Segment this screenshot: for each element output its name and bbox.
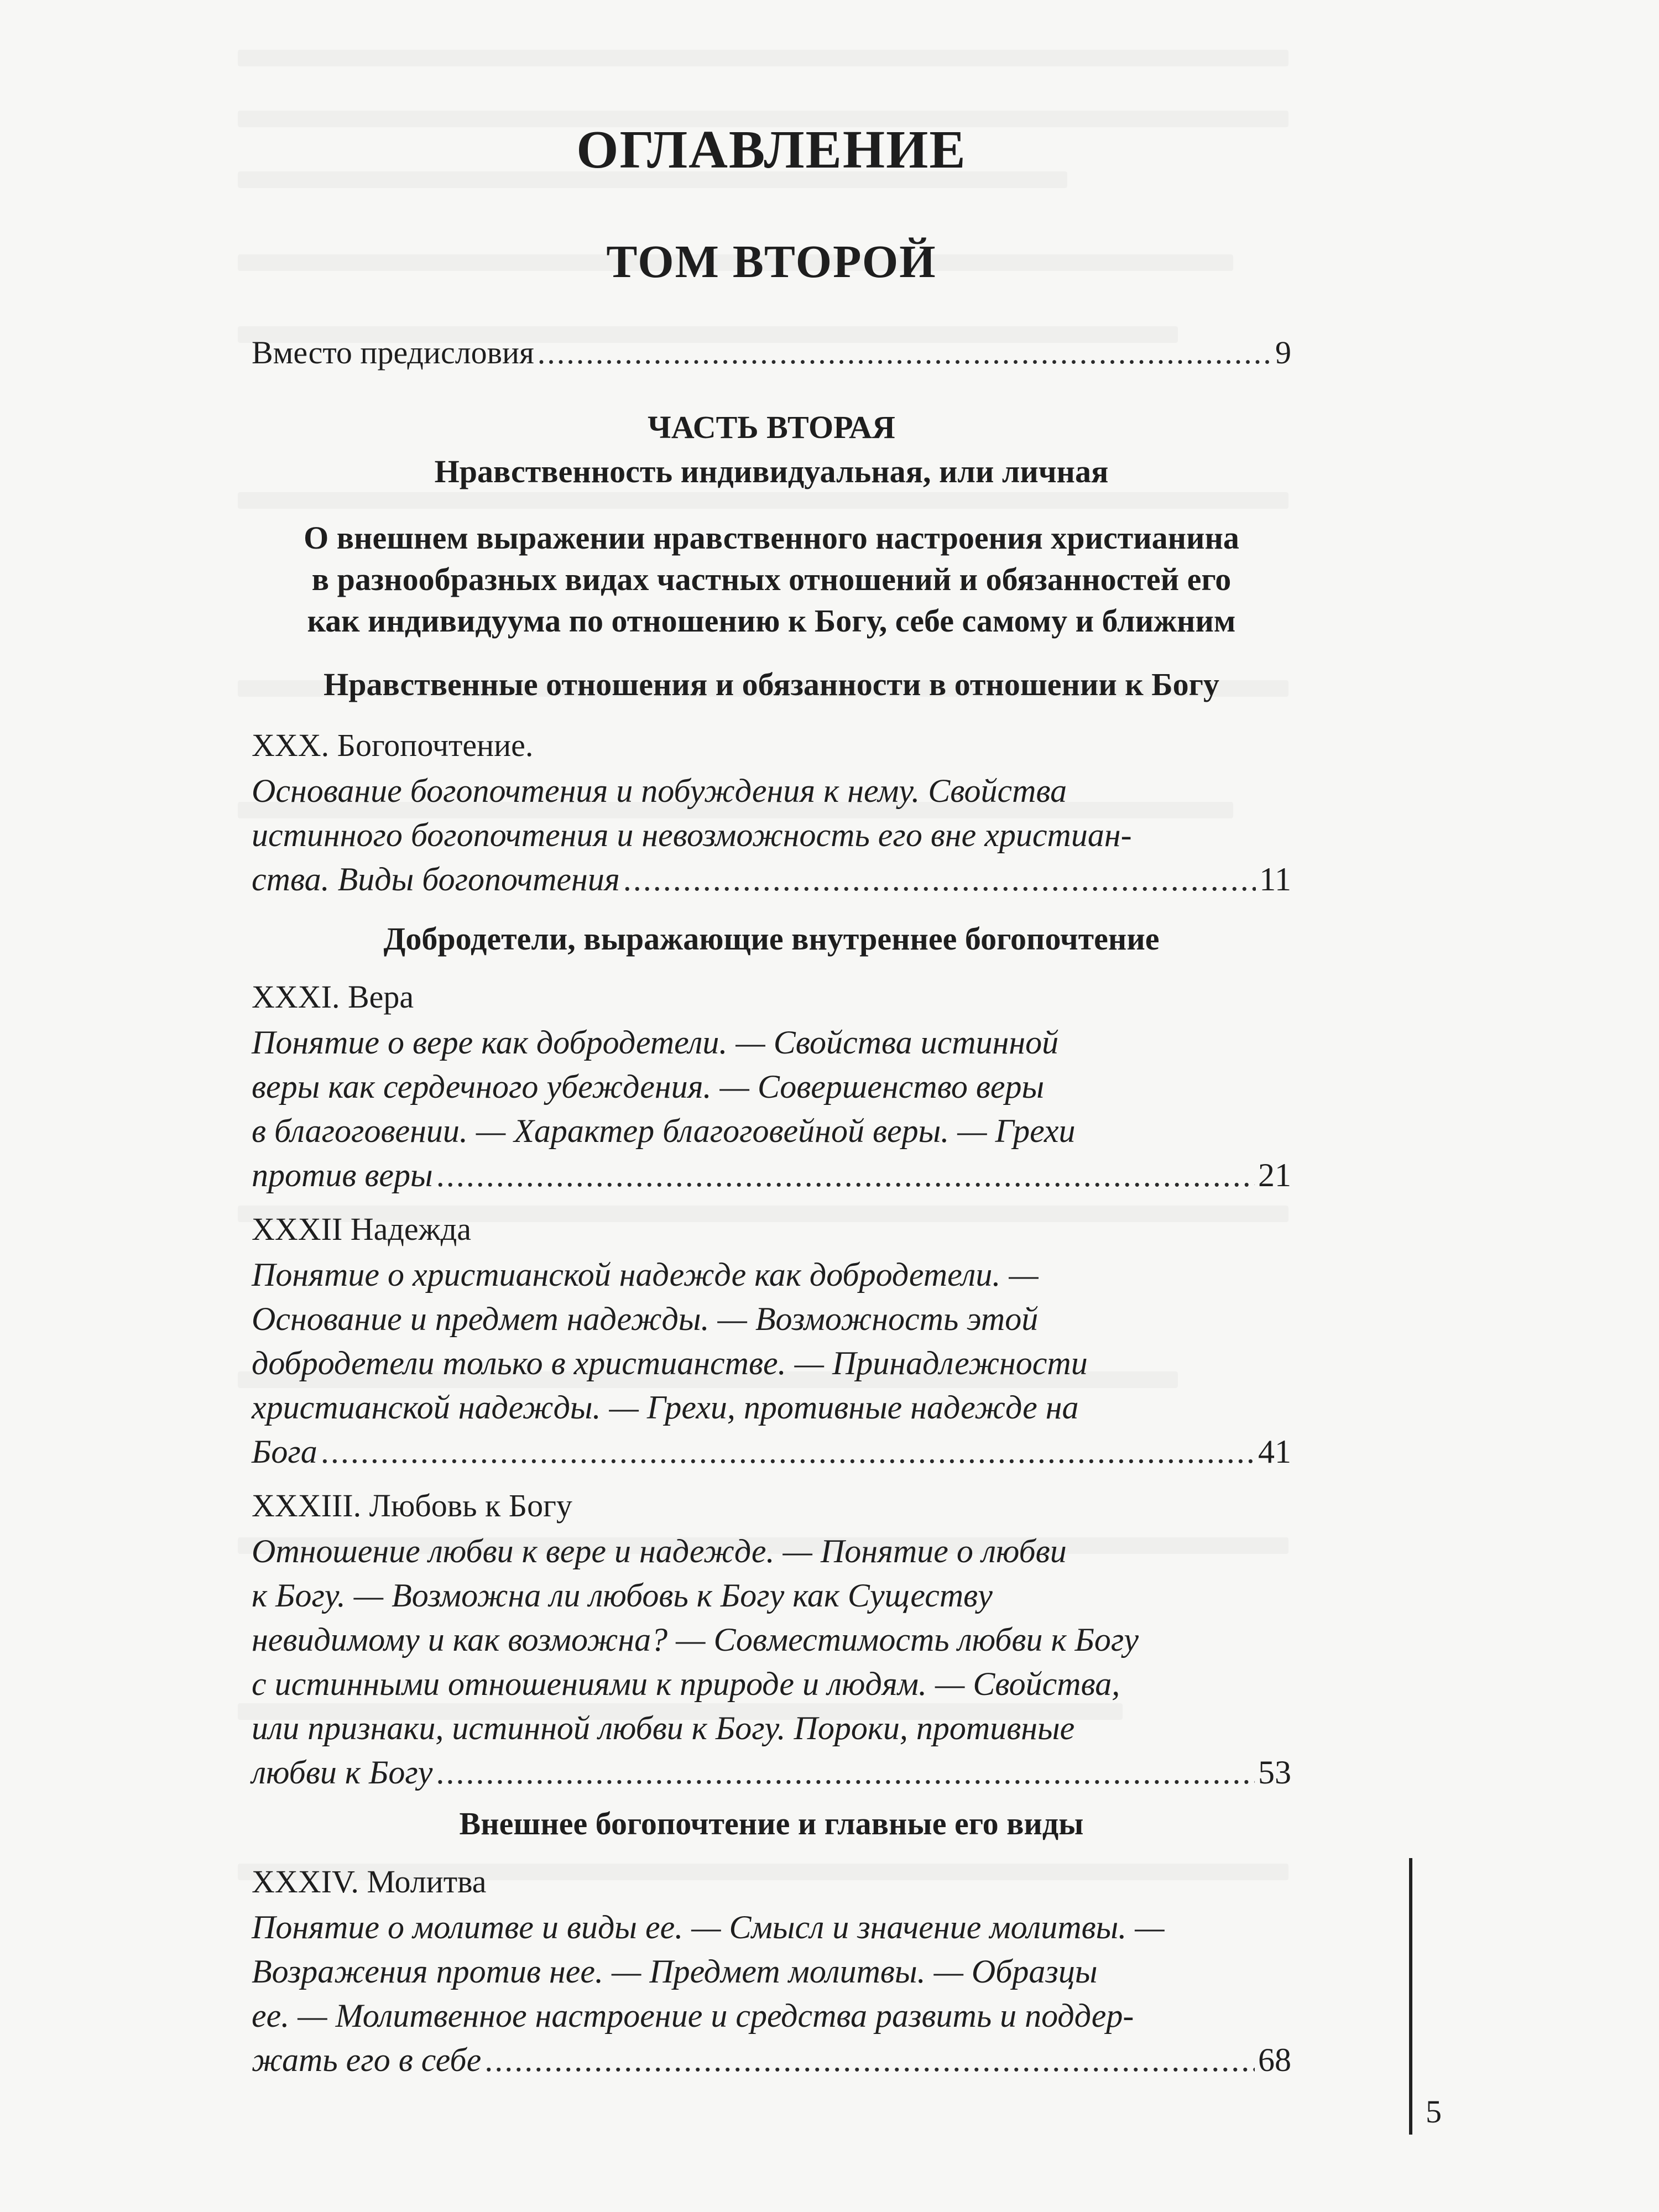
desc-line: против веры [252,1157,433,1193]
desc-line: Основание богопочтения и побуждения к нему. Свойства [252,773,1067,809]
desc-line: Понятие о вере как добродетели. — Свойства истинной [252,1024,1059,1061]
chapter-title[interactable]: XXXII Надежда [252,1211,471,1247]
subsection-heading: Нравственные отношения и обязанности в отношении к Богу [324,666,1219,702]
entry-page: 53 [1258,1754,1291,1791]
page-number: 5 [1426,2094,1442,2130]
subsection-heading: Добродетели, выражающие внутреннее богопочтение [383,921,1160,957]
desc-line: жать его в себе [252,2042,482,2078]
dot-leader [436,1750,1255,1794]
toc-entry-leader [252,1430,1291,1474]
entry-page: 21 [1258,1157,1291,1193]
section-heading-line: О внешнем выражении нравственного настроения христианина [304,520,1239,556]
entry-page: 41 [1258,1433,1291,1470]
toc-entry-leader [252,1153,1291,1197]
chapter-title[interactable]: XXXIV. Молитва [252,1864,487,1900]
chapter-description [252,1529,1291,1794]
dot-leader [538,332,1272,374]
toc-title: ОГЛАВЛЕНИЕ [576,120,967,180]
desc-line: Отношение любви к вере и надежде. — Понятие о любви [252,1533,1067,1569]
dot-leader [484,2038,1255,2082]
page-number-rule [1409,1858,1412,2135]
toc-entry-preface[interactable] [252,332,1291,374]
desc-line: Понятие о молитве и виды ее. — Смысл и значение молитвы. — [252,1909,1165,1945]
chapter-title[interactable]: XXX. Богопочтение. [252,727,534,763]
desc-line: или признаки, истинной любви к Богу. Пороки, противные [252,1710,1075,1746]
chapter-description [252,1905,1291,2082]
chapter-description [252,769,1291,901]
toc-entry-leader [252,1750,1291,1794]
part-subtitle: Нравственность индивидуальная, или личная [434,453,1109,489]
chapter-description [252,1253,1291,1474]
desc-line: ства. Виды богопочтения [252,861,620,898]
dot-leader [436,1153,1255,1197]
desc-line: Основание и предмет надежды. — Возможность этой [252,1301,1039,1337]
toc-entry-leader [252,2038,1291,2082]
desc-line: христианской надежды. — Грехи, противные надежде на [252,1389,1079,1426]
desc-line: истинного богопочтения и невозможность его вне христиан- [252,817,1132,853]
dot-leader [321,1430,1255,1474]
entry-label: Вместо предисловия [252,335,534,371]
desc-line: ее. — Молитвенное настроение и средства развить и поддер- [252,1997,1134,2034]
desc-line: к Богу. — Возможна ли любовь к Богу как Существу [252,1577,993,1614]
part-heading: ЧАСТЬ ВТОРАЯ [648,409,895,445]
toc-entry-leader [252,857,1291,901]
chapter-title[interactable]: XXXI. Вера [252,979,414,1015]
desc-line: веры как сердечного убеждения. — Совершенство веры [252,1068,1045,1105]
desc-line: невидимому и как возможна? — Совместимость любви к Богу [252,1621,1139,1658]
chapter-description [252,1020,1291,1197]
section-heading-line: в разнообразных видах частных отношений и обязанностей его [311,561,1232,597]
volume-title: ТОМ ВТОРОЙ [606,236,937,288]
desc-line: Бога [252,1433,317,1470]
desc-line: добродетели только в христианстве. — Принадлежности [252,1345,1088,1381]
desc-line: любви к Богу [252,1754,433,1791]
entry-page: 9 [1275,335,1291,371]
desc-line: Возражения против нее. — Предмет молитвы. — Образцы [252,1953,1098,1990]
chapter-title[interactable]: XXXIII. Любовь к Богу [252,1488,572,1524]
entry-page: 68 [1258,2042,1291,2078]
subsection-heading: Внешнее богопочтение и главные его виды [459,1806,1084,1841]
desc-line: с истинными отношениями к природе и людям. — Свойства, [252,1666,1120,1702]
desc-line: в благоговении. — Характер благоговейной веры. — Грехи [252,1113,1076,1149]
entry-page: 11 [1259,861,1291,898]
section-heading-line: как индивидуума по отношению к Богу, себе самому и ближним [307,603,1236,639]
dot-leader [623,857,1256,901]
desc-line: Понятие о христианской надежде как добродетели. — [252,1256,1039,1293]
toc-page [252,0,1291,2212]
